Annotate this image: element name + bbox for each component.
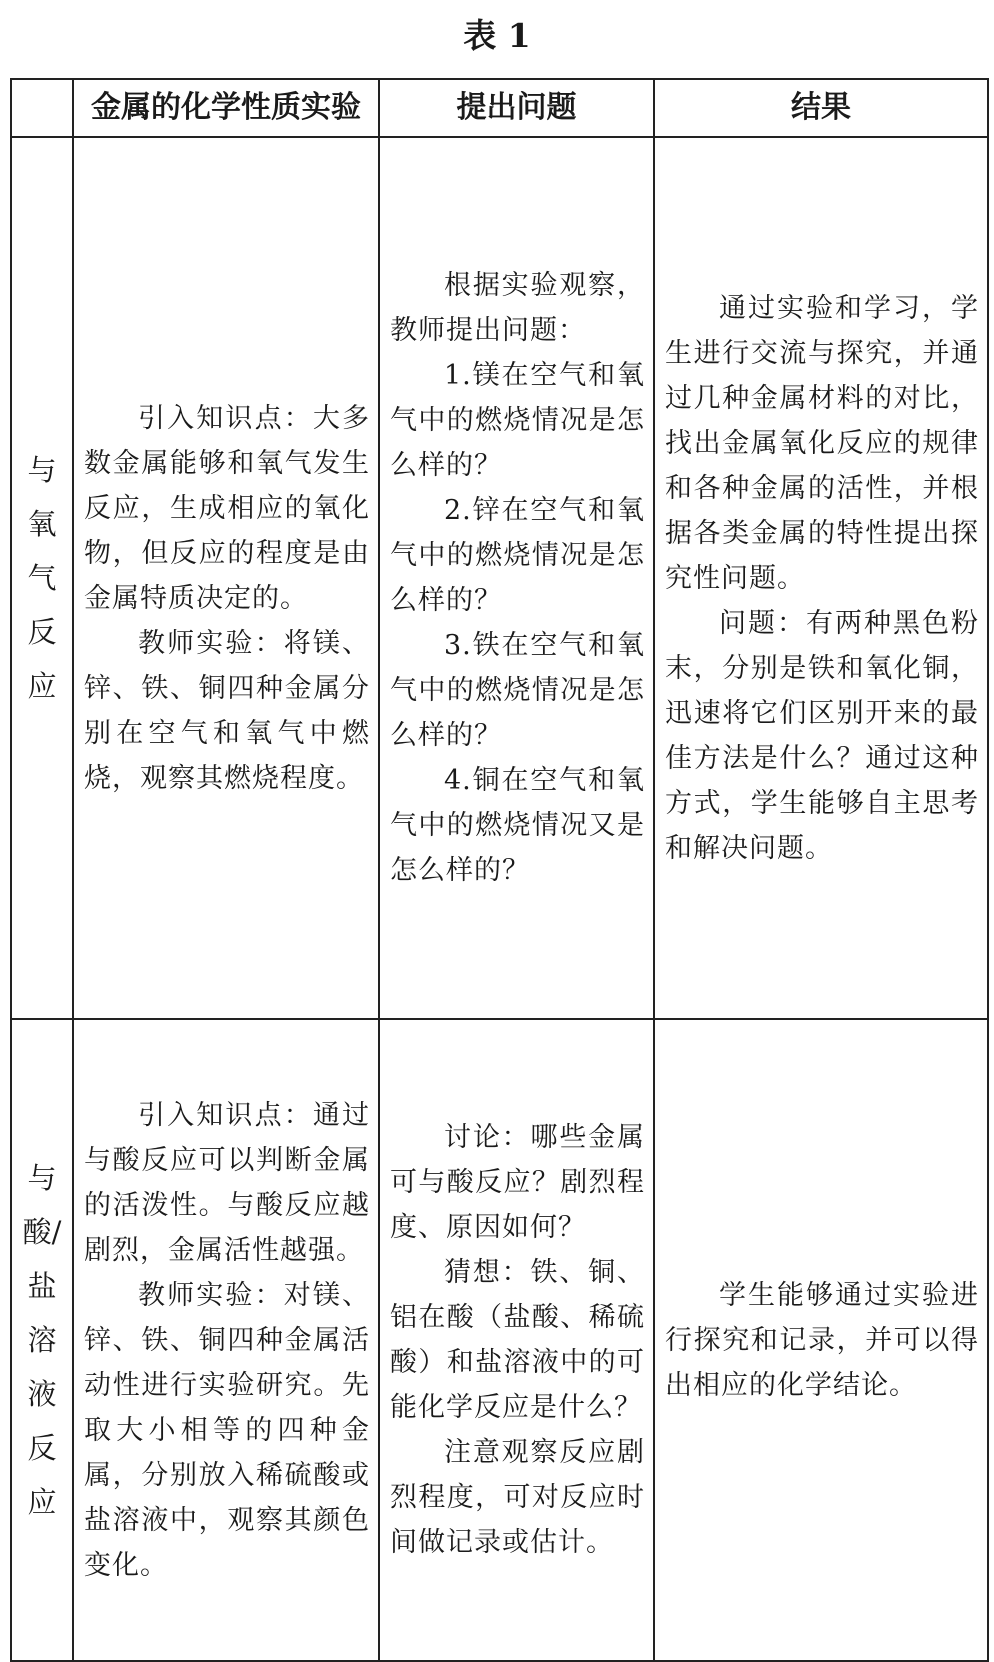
result-paragraph: 问题：有两种黑色粉末，分别是铁和氧化铜，迅速将它们区别开来的最佳方法是什么？通过这种方式，学生能够自主思考和解决问题。 [665,607,979,864]
header-result: 结果 [654,79,988,137]
row-label-char: 氧 [27,507,57,541]
question-paragraph: 讨论：哪些金属可与酸反应？剧烈程度、原因如何？ [390,1122,645,1243]
experiment-table [10,78,989,1662]
row-label-char: 盐 [27,1269,57,1303]
row-label-char: 酸/ [22,1215,62,1249]
result-cell [654,137,988,1019]
question-paragraph: 3.铁在空气和氧气中的燃烧情况是怎么样的？ [390,630,645,751]
result-paragraph: 通过实验和学习，学生进行交流与探究，并通过几种金属材料的对比，找出金属氧化反应的规律和各种金属的活性，并根据各类金属的特性提出探究性问题。 [665,292,979,594]
row-label-char: 反 [27,615,57,649]
row-label-char: 溶 [27,1323,57,1357]
row-label-char: 与 [27,453,57,487]
header-experiment: 金属的化学性质实验 [73,79,379,137]
row-label-char: 与 [27,1161,57,1195]
experiment-paragraph: 引入知识点：通过与酸反应可以判断金属的活泼性。与酸反应越剧烈，金属活性越强。 [84,1099,370,1266]
experiment-paragraph: 教师实验：对镁、锌、铁、铜四种金属活动性进行实验研究。先取大小相等的四种金属，分别放入稀硫酸或盐溶液中，观察其颜色变化。 [84,1279,370,1581]
question-paragraph: 2.锌在空气和氧气中的燃烧情况是怎么样的？ [390,495,645,616]
table-caption: 表 1 [463,16,531,55]
experiment-paragraph: 引入知识点：大多数金属能够和氧气发生反应，生成相应的氧化物，但反应的程度是由金属特质决定的。 [84,402,370,614]
row-label-char: 应 [27,669,57,703]
row-label-char: 液 [27,1377,57,1411]
experiment-cell [73,137,379,1019]
questions-cell [379,1019,654,1661]
row-label-char: 反 [27,1431,57,1465]
header-blank-cell [11,79,73,137]
experiment-cell [73,1019,379,1661]
questions-cell [379,137,654,1019]
question-paragraph: 1.镁在空气和氧气中的燃烧情况是怎么样的？ [390,360,645,481]
row-label-char: 气 [27,561,57,595]
question-paragraph: 根据实验观察，教师提出问题： [390,270,645,346]
row-label [11,137,73,1019]
row-label-char: 应 [27,1485,57,1519]
result-paragraph: 学生能够通过实验进行探究和记录，并可以得出相应的化学结论。 [665,1279,979,1401]
header-questions: 提出问题 [379,79,654,137]
table-row [11,1019,988,1661]
result-cell [654,1019,988,1661]
table-row [11,137,988,1019]
experiment-paragraph: 教师实验：将镁、锌、铁、铜四种金属分别在空气和氧气中燃烧，观察其燃烧程度。 [84,627,370,794]
question-paragraph: 猜想：铁、铜、铝在酸（盐酸、稀硫酸）和盐溶液中的可能化学反应是什么？ [390,1257,645,1423]
row-label [11,1019,73,1661]
question-paragraph: 4.铜在空气和氧气中的燃烧情况又是怎么样的？ [390,765,645,886]
question-paragraph: 注意观察反应剧烈程度，可对反应时间做记录或估计。 [390,1437,645,1558]
table-header-row [11,79,988,137]
